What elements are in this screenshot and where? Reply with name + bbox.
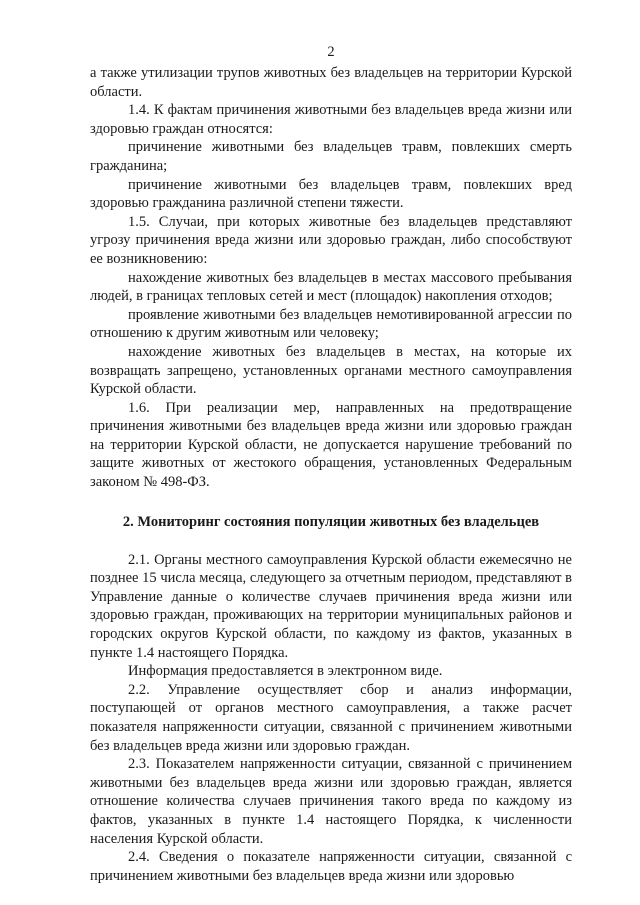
paragraph-1-5-item-3: нахождение животных без владельцев в местах, на которые их возвращать запрещено, установленных органами местного самоуправления Курской области. <box>90 343 572 398</box>
paragraph-1-5-item-1: нахождение животных без владельцев в местах массового пребывания людей, в границах тепловых сетей и мест (площадок) накопления отходов; <box>90 269 572 305</box>
paragraph-2-2: 2.2. Управление осуществляет сбор и анализ информации, поступающей от органов местного самоуправления, а также расчет показателя напряженности ситуации, связанной с причинением животными без владельцев вреда жизни или здоровью граждан. <box>90 681 572 754</box>
paragraph-1-5: 1.5. Случаи, при которых животные без владельцев представляют угрозу причинения вреда жизни или здоровью граждан, либо способствуют ее возникновению: <box>90 213 572 267</box>
section-2-heading: 2. Мониторинг состояния популяции животных без владельцев <box>122 513 540 530</box>
paragraph-1-6: 1.6. При реализации мер, направленных на предотвращение причинения животными без владельцев вреда жизни или здоровью граждан на территории Курской области, не допускается нарушение требований по защите животных от жестокого обращения, установленных Федеральным законом № 498-ФЗ. <box>90 399 572 491</box>
page-number: 2 <box>327 44 335 60</box>
paragraph-continuation: а также утилизации трупов животных без владельцев на территории Курской области. <box>90 65 572 100</box>
paragraph-2-4: 2.4. Сведения о показателе напряженности ситуации, связанной с причинением животными без владельцев вреда жизни или здоровью <box>90 849 572 884</box>
section-1-body <box>90 64 572 492</box>
paragraph-1-4-item-1: причинение животными без владельцев травм, повлекших смерть гражданина; <box>90 139 572 174</box>
paragraph-1-4: 1.4. К фактам причинения животными без владельцев вреда жизни или здоровью граждан относятся: <box>90 102 572 137</box>
paragraph-2-3: 2.3. Показателем напряженности ситуации, связанной с причинением животными без владельцев вреда жизни или здоровью граждан, является отношение количества случаев причинения такого вреда по каждому из фактов, указанных в пункте 1.4 настоящего Порядка, к численности населения Курской области. <box>90 756 572 847</box>
section-2-body <box>90 551 572 886</box>
paragraph-2-1: 2.1. Органы местного самоуправления Курской области ежемесячно не позднее 15 числа месяца, следующего за отчетным периодом, представляют в Управление данные о количестве случаев причинения вреда жизни или здоровью граждан, проживающих на территории муниципальных районов и городских округов Курской области, по каждому из фактов, указанных в пункте 1.4 настоящего Порядка. <box>90 551 572 661</box>
paragraph-2-1-note: Информация предоставляется в электронном виде. <box>128 663 443 680</box>
paragraph-1-5-item-2: проявление животными без владельцев немотивированной агрессии по отношению к другим животным или человеку; <box>90 306 572 342</box>
paragraph-1-4-item-2: причинение животными без владельцев травм, повлекших вред здоровью гражданина различной степени тяжести. <box>90 176 572 212</box>
